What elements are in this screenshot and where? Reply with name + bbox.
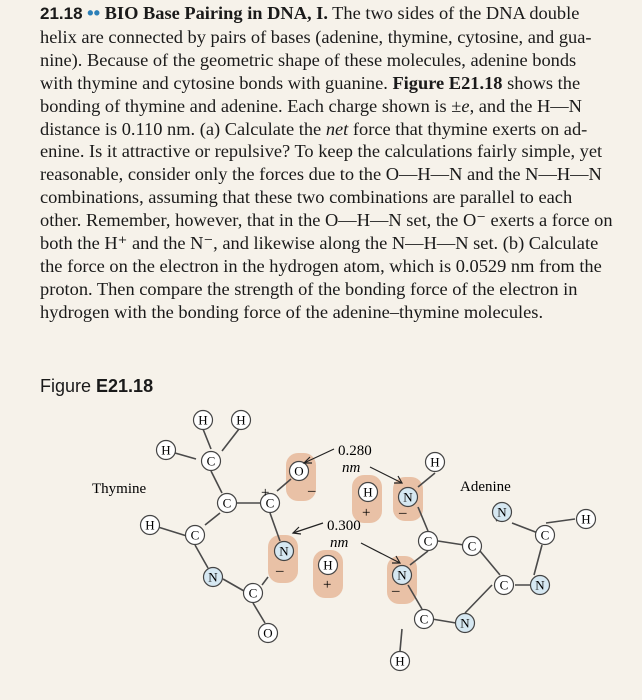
problem-line-4: with thymine and cytosine bonds with guanine. Figure E21.18 shows the <box>40 72 581 93</box>
adenine-label: Adenine <box>460 479 511 495</box>
figure-reference: Figure E21.18 <box>392 72 503 93</box>
problem-line-2: helix are connected by pairs of bases (adenine, thymine, cytosine, and gua- <box>40 26 592 47</box>
svg-text:–: – <box>399 505 407 521</box>
svg-text:O: O <box>263 625 273 641</box>
svg-text:O: O <box>294 463 304 479</box>
svg-text:C: C <box>248 585 258 601</box>
problem-line-9: combinations, assuming that these two combinations are parallel to each <box>40 187 573 208</box>
svg-text:+: + <box>362 505 371 521</box>
svg-text:N: N <box>460 615 470 631</box>
svg-text:C: C <box>499 577 509 593</box>
molecule-diagram <box>0 405 642 700</box>
problem-line-11: both the H⁺ and the N⁻, and likewise along the N—H—N set. (b) Calculate <box>40 233 599 254</box>
svg-text:0.300: 0.300 <box>327 518 361 534</box>
svg-text:N: N <box>497 504 507 520</box>
svg-text:H: H <box>236 412 246 428</box>
svg-text:H: H <box>161 442 171 458</box>
thymine-atoms <box>141 411 309 643</box>
svg-text:–: – <box>392 583 400 599</box>
distance-lower <box>293 518 400 563</box>
svg-text:nm: nm <box>330 535 349 551</box>
svg-text:N: N <box>535 577 545 593</box>
svg-text:N: N <box>397 567 407 583</box>
problem-line-5: bonding of thymine and adenine. Each charge shown is ±e, and the H—N <box>40 95 582 116</box>
svg-text:N: N <box>208 569 218 585</box>
svg-text:nm: nm <box>342 460 361 476</box>
distance-upper <box>304 443 402 483</box>
problem-text <box>40 2 632 324</box>
problem-line-6: distance is 0.110 nm. (a) Calculate the net force that thymine exerts on ad- <box>40 118 588 139</box>
problem-number: 21.18 <box>40 4 83 23</box>
svg-text:H: H <box>145 517 155 533</box>
svg-text:C: C <box>467 538 477 554</box>
difficulty-dots: •• <box>87 2 101 23</box>
svg-text:C: C <box>540 527 550 543</box>
svg-text:H: H <box>363 484 373 500</box>
svg-text:H: H <box>430 454 440 470</box>
svg-text:C: C <box>423 533 433 549</box>
svg-text:–: – <box>276 563 284 579</box>
svg-text:H: H <box>581 511 591 527</box>
problem-line-3: nine). Because of the geometric shape of these molecules, adenine bonds <box>40 49 577 70</box>
svg-text:+: + <box>323 577 332 593</box>
problem-line-14: hydrogen with the bonding force of the adenine–thymine molecules. <box>40 301 544 322</box>
svg-text:C: C <box>206 453 216 469</box>
problem-line-12: the force on the electron in the hydrogen atom, which is 0.0529 nm from the <box>40 255 602 276</box>
problem-line-8: reasonable, consider only the forces due to the O—H—N and the N—H—N <box>40 164 602 185</box>
svg-text:H: H <box>198 412 208 428</box>
thymine-bonds <box>158 429 291 623</box>
thymine-label: Thymine <box>92 481 147 497</box>
svg-text:–: – <box>308 483 316 499</box>
svg-text:+: + <box>261 485 270 501</box>
problem-line-1: 21.18 •• BIO Base Pairing in DNA, I. The two sides of the DNA double <box>40 2 580 23</box>
svg-text:C: C <box>419 611 429 627</box>
svg-text:H: H <box>323 557 333 573</box>
svg-text:0.280: 0.280 <box>338 443 372 459</box>
svg-text:H: H <box>395 653 405 669</box>
svg-text:C: C <box>190 527 200 543</box>
svg-text:N: N <box>279 543 289 559</box>
problem-line-7: enine. Is it attractive or repulsive? To keep the calculations fairly simple, yet <box>40 141 603 162</box>
svg-text:C: C <box>222 495 232 511</box>
svg-text:N: N <box>403 489 413 505</box>
problem-title: BIO Base Pairing in DNA, I. <box>104 3 328 23</box>
problem-line-10: other. Remember, however, that in the O—H—N set, the O⁻ exerts a force on <box>40 210 613 231</box>
figure-caption: Figure E21.18 <box>40 376 154 396</box>
problem-line-13: proton. Then compare the strength of the bonding force of the electron in <box>40 278 578 299</box>
svg-text:C: C <box>265 495 275 511</box>
